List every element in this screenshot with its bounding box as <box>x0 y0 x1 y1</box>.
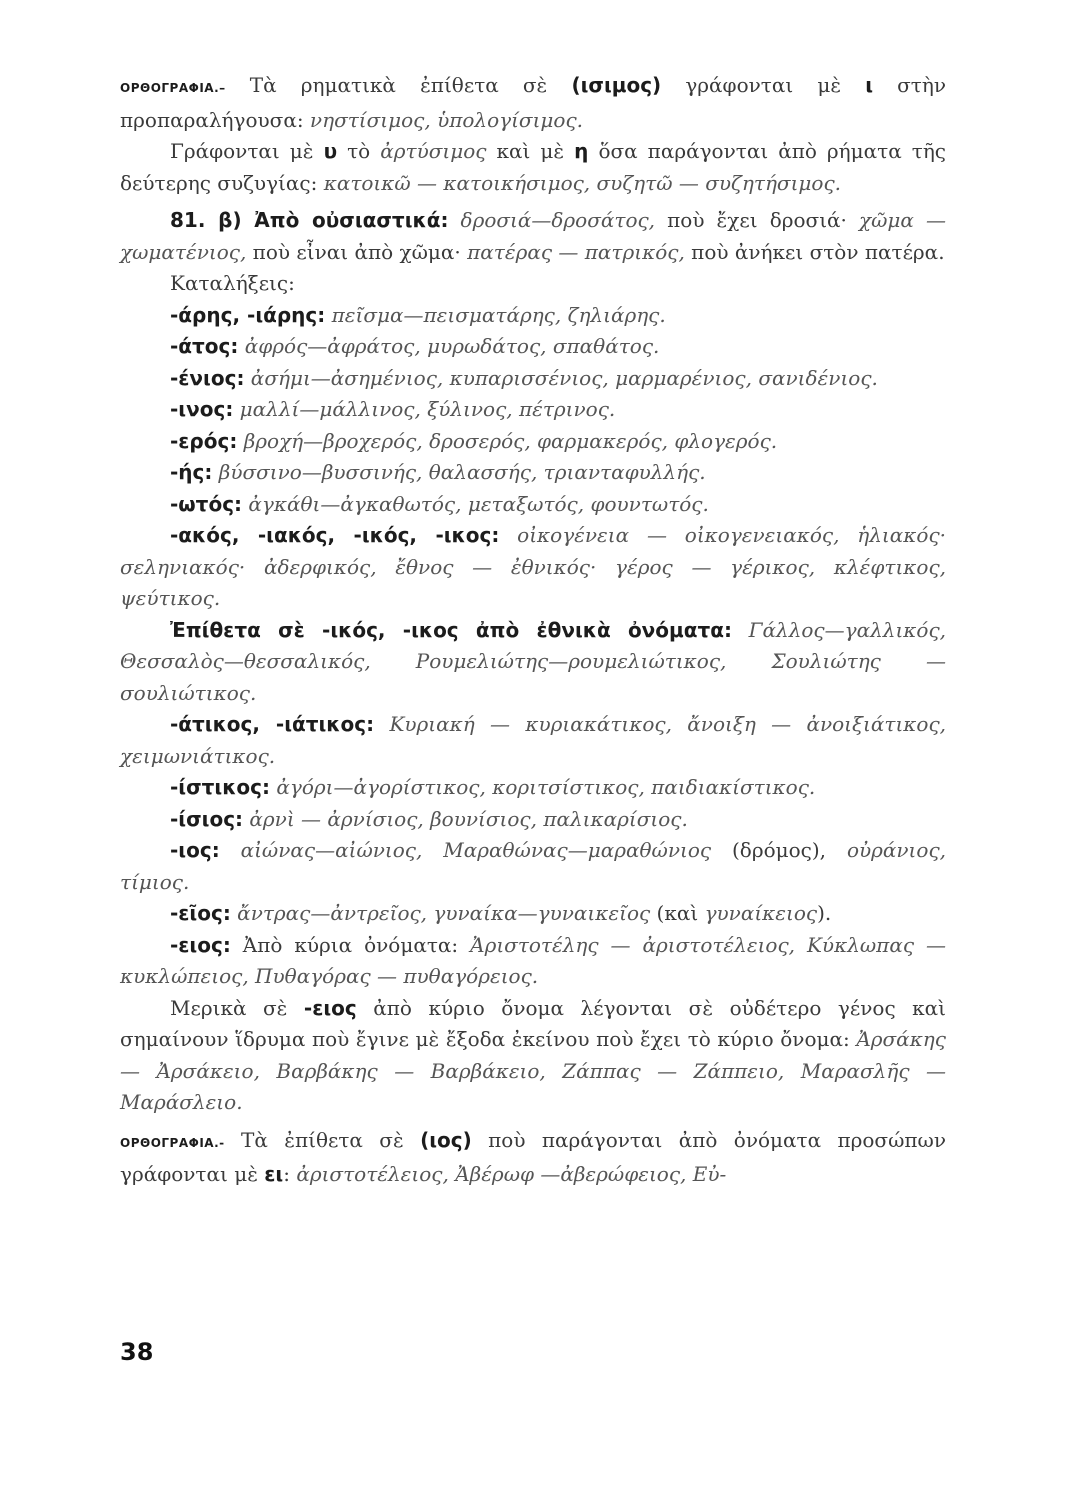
suffix-item: -ερός: βροχή—βροχερός, δροσερός, φαρμακερός, φλογερός. <box>170 428 778 453</box>
suffix-item: -άτος: ἀφρός—ἀφράτος, μυρωδάτος, σπαθάτος. <box>170 334 660 358</box>
paragraph-institutions: Μερικὰ σὲ -ειος ἀπὸ κύριο ὄνομα λέγονται σὲ οὐδέτερο γένος καὶ σημαίνουν ἵδρυμα ποὺ ἔγινε μὲ ἔξοδα ἐκείνου ποὺ ἔχει τὸ κύριο ὄνομα: Ἀρσάκης — Ἀρσάκειο, Βαρβάκης — Βαρβάκειο, Ζάππας — Ζάππειο, Μαρασλῆς — Μαράσλειο. <box>120 995 947 1114</box>
suffix-item: -εῖος: ἄντρας—ἀντρεῖος, γυναίκα—γυναικεῖος (καὶ γυναίκειος). <box>170 901 832 925</box>
ethnic-heading: Ἐπίθετα σὲ -ικός, -ικος ἀπὸ ἐθνικὰ ὀνόματα: <box>170 617 733 642</box>
orthography-label: ΟΡΘΟΓΡΑΦΙΑ.– <box>120 81 226 95</box>
orthography-note-1: ΟΡΘΟΓΡΑΦΙΑ.– Τὰ ρηματικὰ ἐπίθετα σὲ (ισιμος) γράφονται μὲ ι στὴν προπαραλήγουσα: νηστίσιμος, ὑπολογίσιμος. <box>120 73 946 132</box>
page-number: 38 <box>120 1338 154 1366</box>
suffix-item: -ίσιος: ἀρνὶ — ἀρνίσιος, βουνίσιος, παλικαρίσιος. <box>170 806 688 831</box>
suffix-item: -ιος: αἰώνας—αἰώνιος, Μαραθώνας—μαραθώνιος (δρόμος), οὐράνιος, τίμιος. <box>120 838 946 894</box>
endings-label: Καταλήξεις: <box>170 271 295 295</box>
paragraph-upsilon-eta: Γράφονται μὲ υ τὸ ἀρτύσιμος καὶ μὲ η ὅσα παράγονται ἀπὸ ρήματα τῆς δεύτερης συζυγίας: κατοικῶ — κατοικήσιμος, συζητῶ — συζητήσιμος. <box>120 139 947 195</box>
suffix-item: -ωτός: ἀγκάθι—ἀγκαθωτός, μεταξωτός, φουντωτός. <box>170 491 709 516</box>
page-body <box>120 70 946 1460</box>
suffix-item: -ειος: Ἀπὸ κύρια ὀνόματα: Ἀριστοτέλης — ἀριστοτέλειος, Κύκλωπας — κυκλώπειος, Πυθαγόρας — πυθαγόρειος. <box>120 932 946 988</box>
section-heading: β) Ἀπὸ οὐσιαστικά: <box>205 208 449 232</box>
ethnic-adjectives: Ἐπίθετα σὲ -ικός, -ικος ἀπὸ ἐθνικὰ ὀνόματα: Γάλλος—γαλλικός, Θεσσαλὸς—θεσσαλικός, Ρουμελιώτης—ρουμελιώτικος, Σουλιώτης —σουλιώτικος. <box>120 617 947 705</box>
suffix-item: -ακός, -ιακός, -ικός, -ικος: οἰκογένεια — οἰκογενειακός, ἡλιακός· σεληνιακός· ἀδερφικός, ἔθνος — ἐθνικός· γέρος — γέρικος, κλέφτικος, ψεύτικος. <box>120 523 946 610</box>
orthography-note-2: ΟΡΘΟΓΡΑΦΙΑ.- Τὰ ἐπίθετα σὲ (ιος) ποὺ παράγονται ἀπὸ ὀνόματα προσώπων γράφονται μὲ ει: ἀριστοτέλειος, Ἀβέρωφ —ἀβερώφειος, Εὐ- <box>120 1127 946 1186</box>
section-81: 81. β) Ἀπὸ οὐσιαστικά: δροσιά—δροσάτος, ποὺ ἔχει δροσιά· χῶμα — χωματένιος, ποὺ εἶναι ἀπὸ χῶμα· πατέρας — πατρικός, ποὺ ἀνήκει στὸν πατέρα. <box>120 208 947 264</box>
suffix-item: -άτικος, -ιάτικος: Κυριακή — κυριακάτικος, ἄνοιξη — ἀνοιξιάτικος, χειμωνιάτικος. <box>120 712 947 768</box>
orthography-label: ΟΡΘΟΓΡΑΦΙΑ.- <box>120 1135 225 1150</box>
section-number: 81. <box>170 208 206 232</box>
suffix-item: -ένιος: ἀσήμι—ἀσημένιος, κυπαρισσένιος, μαρμαρένιος, σανιδένιος. <box>170 365 878 390</box>
suffix-item: -άρης, -ιάρης: πεῖσμα—πεισματάρης, ζηλιάρης. <box>170 302 666 327</box>
suffix-item: -ίστικος: ἀγόρι—ἀγορίστικος, κοριτσίστικος, παιδιακίστικος. <box>170 775 816 799</box>
suffix-item: -ής: βύσσινο—βυσσινής, θαλασσής, τριανταφυλλής. <box>170 460 706 484</box>
suffix-item: -ινος: μαλλί—μάλλινος, ξύλινος, πέτρινος. <box>170 397 616 421</box>
